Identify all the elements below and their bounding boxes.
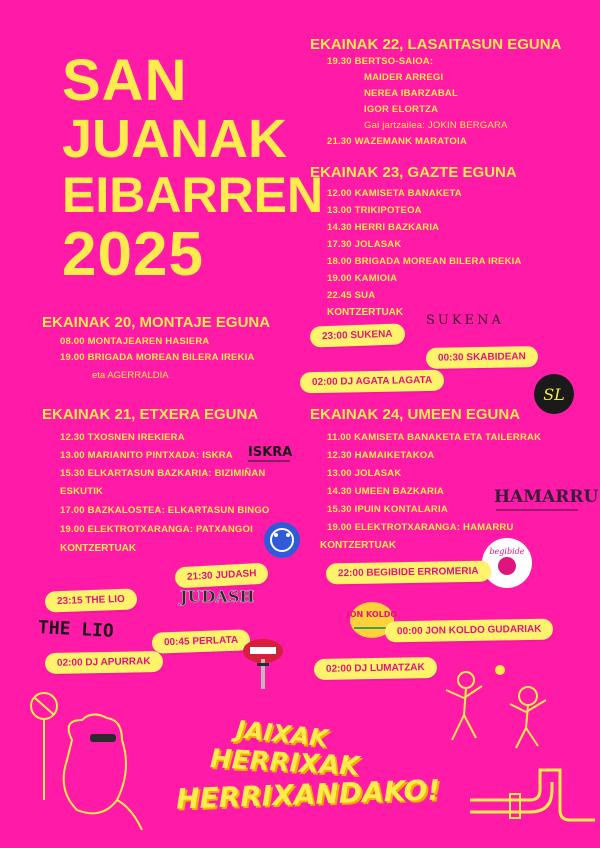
- day20-sub: eta AGERRALDIA: [92, 370, 169, 381]
- day23-event: 14.30 HERRI BAZKARIA: [327, 222, 440, 233]
- day23-event: 12.00 KAMISETA BANAKETA: [327, 188, 462, 199]
- day21-konzertuak: KONTZERTUAK: [60, 543, 137, 554]
- sukena-logo-text: SUKENA: [426, 313, 504, 328]
- day20-heading: EKAINAK 20, MONTAJE EGUNA: [42, 314, 271, 331]
- judash-logo-text: JUDASH: [180, 587, 255, 606]
- slogan-line-1: JAIXAK: [234, 715, 330, 753]
- day21-event: 13.00 MARIANITO PINTXADA: ISKRA: [60, 450, 233, 461]
- day23-event: 22.45 SUA: [327, 290, 376, 301]
- concert-pill: 00:30 SKABIDEAN: [426, 346, 538, 369]
- day24-event: 11.00 KAMISETA BANAKETA ETA TAILERRAK: [327, 432, 542, 443]
- concert-pill: 02:00 DJ APURRAK: [45, 651, 163, 674]
- day24-event: 13.00 JOLASAK: [327, 468, 402, 479]
- day20-event: 19.00 BRIGADA MOREAN BILERA IREKIA: [60, 352, 255, 363]
- day24-event: 19.00 ELEKTROTXARANGA: HAMARRU: [327, 522, 514, 533]
- iskra-logo: [246, 440, 294, 471]
- day24-event: 14.30 UMEEN BAZKARIA: [327, 486, 444, 497]
- concert-pill: 02:00 DJ LUMATZAK: [314, 657, 437, 680]
- day21-event: ESKUTIK: [60, 486, 104, 497]
- poster-title: [62, 48, 324, 289]
- day21-event: 17.00 BAZKALOSTEA: ELKARTASUN BINGO: [60, 505, 270, 516]
- thelio-logo-text: THE LIO: [37, 617, 115, 642]
- title-line-3: EIBARREN: [62, 167, 324, 223]
- day21-event: 15.30 ELKARTASUN BAZKARIA: BIZIMIÑAN: [60, 468, 266, 479]
- perlata-logo: [240, 633, 286, 698]
- iskra-logo-text: ISKRA: [248, 445, 293, 460]
- day23-event: 13.00 TRIKIPOTEOA: [327, 205, 422, 216]
- title-line-2: JUANAK: [62, 109, 288, 169]
- day21-event: 12.30 TXOSNEN IREKIERA: [60, 432, 185, 443]
- day22-event: MAIDER ARREGI: [364, 72, 444, 83]
- day22-event: 19.30 BERTSO-SAIOA:: [327, 56, 434, 67]
- slogan-line-3: HERRIXANDAKO!: [175, 773, 441, 816]
- day22-event: IGOR ELORTZA: [364, 104, 439, 115]
- concert-pill: 00:45 PERLATA: [152, 629, 251, 653]
- sukena-logo: [424, 308, 520, 335]
- day22-event: NEREA IBARZABAL: [364, 88, 458, 99]
- day24-event: 15.30 IPUIN KONTALARIA: [327, 504, 448, 515]
- concert-pill: 02:00 DJ AGATA LAGATA: [300, 370, 445, 394]
- rat-illustration: [22, 690, 152, 845]
- dancing-figures-illustration: [440, 660, 560, 755]
- begibide-logo-text: begibide: [489, 547, 525, 556]
- day23-event: 19.00 KAMIOIA: [327, 273, 398, 284]
- thelio-logo: [36, 614, 116, 647]
- day23-event: 18.00 BRIGADA MOREAN BILERA IREKIA: [327, 256, 522, 267]
- concert-pill: 22:00 BEGIBIDE ERROMERIA: [326, 561, 491, 585]
- title-year: 2025: [62, 220, 204, 289]
- day22-event: 21.30 WAZEMANK MARATOIA: [327, 136, 467, 147]
- day21-event: 19.00 ELEKTROTXARANGA: PATXANGOI: [60, 524, 253, 535]
- day23-event: 17.30 JOLASAK: [327, 239, 402, 250]
- day24-konzertuak: KONTZERTUAK: [320, 540, 397, 551]
- day22-heading: EKAINAK 22, LASAITASUN EGUNA: [310, 36, 562, 53]
- pipes-illustration: [470, 760, 595, 845]
- hamarru-logo-text: HAMARRU: [494, 487, 599, 507]
- judash-logo: [178, 584, 255, 613]
- day23-konzertuak: KONTZERTUAK: [327, 307, 404, 318]
- day21-heading: EKAINAK 21, ETXERA EGUNA: [42, 406, 259, 423]
- patxangoi-logo: [262, 520, 302, 565]
- day22-event: Gai jartzailea: JOKIN BERGARA: [364, 120, 508, 131]
- concert-pill: 23:15 THE LIO: [45, 588, 137, 612]
- jonkoldo-logo-text: JON KOLDO: [346, 610, 398, 619]
- concert-pill: 23:00 SUKENA: [310, 323, 405, 347]
- sl-logo: [532, 372, 576, 421]
- slogan-line-2: HERRIXAK: [209, 744, 361, 782]
- concert-pill: 21:30 JUDASH: [175, 563, 269, 589]
- day24-event: 12.30 HAMAIKETAKOA: [327, 450, 435, 461]
- hamarru-logo: [492, 478, 599, 527]
- day23-heading: EKAINAK 23, GAZTE EGUNA: [310, 164, 517, 181]
- sl-logo-text: SL: [543, 385, 565, 404]
- day24-heading: EKAINAK 24, UMEEN EGUNA: [310, 406, 521, 423]
- day20-event: 08.00 MONTAJEAREN HASIERA: [60, 336, 210, 347]
- title-line-1: SAN: [62, 48, 188, 113]
- concert-pill: 00:00 JON KOLDO GUDARIAK: [385, 619, 554, 643]
